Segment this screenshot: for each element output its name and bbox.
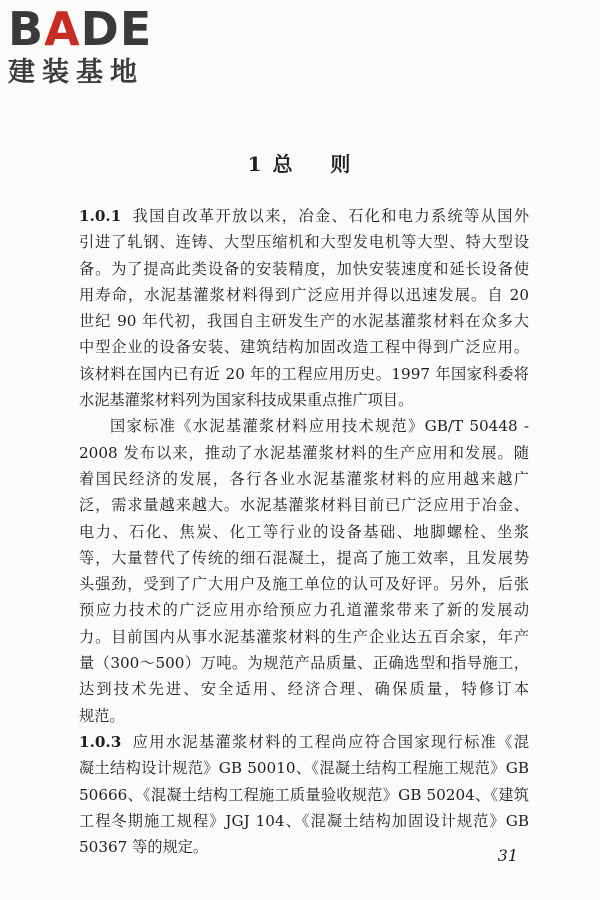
text-line — [79, 545, 529, 571]
text-line — [79, 519, 529, 545]
bade-logo — [8, 4, 178, 90]
text-line — [79, 308, 529, 334]
text-line — [79, 492, 529, 518]
line-text: 备。为了提高此类设备的安装精度，加快安装速度和延长设备使 — [79, 259, 529, 278]
clause-number: 1.0.1 — [79, 207, 122, 225]
text-line — [79, 203, 529, 229]
logo-letter-e: E — [119, 2, 153, 56]
text-line — [79, 808, 529, 834]
line-text: 预应力技术的广泛应用亦给预应力孔道灌浆带来了新的发展动 — [79, 601, 529, 620]
line-text: 应用水泥基灌浆材料的工程尚应符合国家现行标准《混 — [131, 732, 529, 751]
text-line — [79, 729, 529, 755]
logo-letter-b: B — [8, 2, 45, 56]
text-line — [79, 571, 529, 597]
line-text: 力。目前国内从事水泥基灌浆材料的生产企业达五百余家，年产 — [79, 627, 529, 646]
line-text: 头强劲，受到了广大用户及施工单位的认可及好评。另外，后张 — [79, 575, 529, 594]
line-text: 2008 发布以来，推动了水泥基灌浆材料的生产应用和发展。随 — [79, 443, 529, 462]
logo-subtitle: 建装基地 — [8, 57, 144, 88]
line-text: 凝土结构设计规范》GB 50010、《混凝土结构工程施工规范》GB — [79, 759, 529, 778]
document-body — [79, 203, 529, 860]
line-text: 50367 等的规定。 — [79, 838, 209, 857]
text-line — [79, 650, 529, 676]
line-text: 规范。 — [79, 706, 125, 725]
text-line — [79, 229, 529, 255]
text-line — [79, 440, 529, 466]
page-number: 31 — [497, 846, 518, 865]
line-text: 等，大量替代了传统的细石混凝土，提高了施工效率，且发展势 — [79, 548, 529, 567]
line-text: 引进了轧钢、连铸、大型压缩机和大型发电机等大型、特大型设 — [79, 233, 529, 252]
logo-wordmark — [8, 4, 178, 54]
line-text: 中型企业的设备安装、建筑结构加固改造工程中得到广泛应用。 — [79, 338, 529, 357]
text-line — [79, 624, 529, 650]
text-line — [79, 256, 529, 282]
line-text: 达到技术先进、安全适用、经济合理、确保质量，特修订本 — [79, 680, 529, 699]
line-text: 我国自改革开放以来，冶金、石化和电力系统等从国外 — [131, 207, 529, 225]
text-line — [79, 834, 529, 860]
line-text: 量（300～500）万吨。为规范产品质量、正确选型和指导施工， — [79, 654, 529, 673]
line-text: 国家标准《水泥基灌浆材料应用技术规范》GB/T 50448 - — [110, 417, 529, 436]
logo-letter-d: D — [80, 2, 120, 56]
text-line — [79, 413, 529, 439]
text-line — [79, 466, 529, 492]
chapter-title: 1 总 则 — [247, 152, 353, 176]
text-line — [79, 755, 529, 781]
line-text: 用寿命，水泥基灌浆材料得到广泛应用并得以迅速发展。自 20 — [79, 285, 529, 304]
line-text: 水泥基灌浆材料列为国家科技成果重点推广项目。 — [79, 391, 414, 410]
line-text: 着国民经济的发展，各行各业水泥基灌浆材料的应用越来越广 — [79, 469, 529, 488]
text-line — [79, 361, 529, 387]
text-line — [79, 782, 529, 808]
logo-letter-a: A — [44, 2, 81, 56]
text-line — [79, 282, 529, 308]
line-text: 50666、《混凝土结构工程施工质量验收规范》GB 50204、《建筑 — [79, 785, 529, 804]
text-line — [79, 334, 529, 360]
line-text: 世纪 90 年代初，我国自主研发生产的水泥基灌浆材料在众多大 — [79, 312, 529, 331]
line-text: 该材料在国内已有近 20 年的工程应用历史。1997 年国家科委将 — [79, 364, 529, 383]
text-line — [79, 597, 529, 623]
clause-number: 1.0.3 — [79, 732, 122, 751]
text-line — [79, 387, 529, 413]
text-line — [79, 676, 529, 702]
line-text: 工程冬期施工规程》JGJ 104、《混凝土结构加固设计规范》GB — [79, 811, 529, 830]
line-text: 电力、石化、焦炭、化工等行业的设备基础、地脚螺栓、坐浆 — [79, 522, 529, 541]
text-line — [79, 703, 529, 729]
line-text: 泛，需求量越来越大。水泥基灌浆材料目前已广泛应用于冶金、 — [79, 496, 529, 515]
